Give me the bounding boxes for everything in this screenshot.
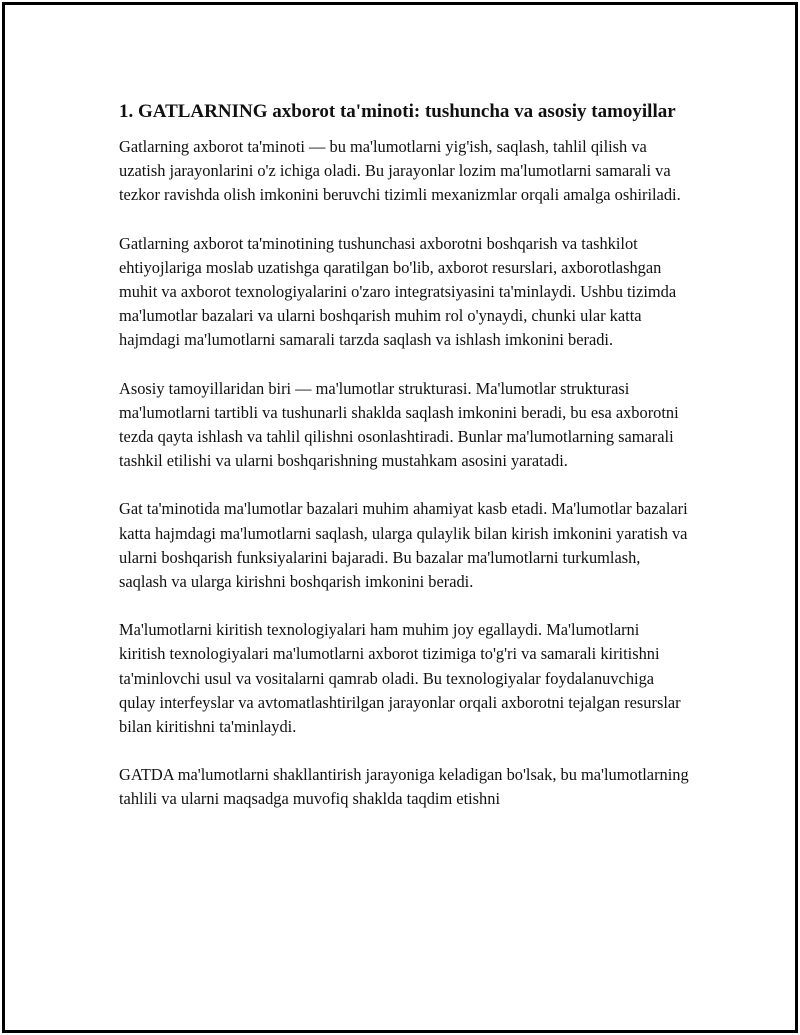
paragraph: GATDA ma'lumotlarni shakllantirish jarayoniga keladigan bo'lsak, bu ma'lumotlarning tahlili va ularni maqsadga muvofiq shaklda taqdim etishni <box>119 765 689 809</box>
paragraph: Ma'lumotlarni kiritish texnologiyalari ham muhim joy egallaydi. Ma'lumotlarni kiritish texnologiyalari ma'lumotlarni axborot tizimiga to'g'ri va samarali kiritishni ta'minlovchi usul va vositalarni qamrab oladi. Bu texnologiyalar foydalanuvchiga qulay interfeyslar va avtomatlashtirilgan jarayonlar orqali axborotni tejalgan resurslar bilan kiritishni ta'minlaydi. <box>119 620 681 737</box>
paragraph: Gat ta'minotida ma'lumotlar bazalari muhim ahamiyat kasb etadi. Ma'lumotlar bazalari katta hajmdagi ma'lumotlarni saqlash, ularga qulaylik bilan kirish imkonini yaratish va ularni boshqarish funksiyalarini bajaradi. Bu bazalar ma'lumotlarni turkumlash, saqlash va ularga kirishni boshqarish imkonini beradi. <box>119 499 688 592</box>
paragraph: Gatlarning axborot ta'minotining tushunchasi axborotni boshqarish va tashkilot ehtiyojlariga moslab uzatishga qaratilgan bo'lib, axborot resurslari, axborotlashgan muhit va axborot texnologiyalarini o'zaro integratsiyasini ta'minlaydi. Ushbu tizimda ma'lumotlar bazalari va ularni boshqarish muhim rol o'ynaydi, chunki ular katta hajmdagi ma'lumotlarni samarali tarzda saqlash va ishlash imkonini beradi. <box>119 233 677 350</box>
paragraph: Asosiy tamoyillaridan biri — ma'lumotlar strukturasi. Ma'lumotlar strukturasi ma'lumotlarni tartibli va tushunarli shaklda saqlash imkonini beradi, bu esa axborotni tezda qayta ishlash va tahlil qilishni osonlashtiradi. Bunlar ma'lumotlarning samarali tashkil etilishi va ularni boshqarishning mustahkam asosini yaratadi. <box>119 378 679 471</box>
section-title: 1. GATLARNING axborot ta'minoti: tushuncha va asosiy tamoyillar <box>119 101 676 122</box>
document-content <box>119 99 689 836</box>
document-page <box>2 2 798 1033</box>
paragraph: Gatlarning axborot ta'minoti — bu ma'lumotlarni yig'ish, saqlash, tahlil qilish va uzatish jarayonlarini o'z ichiga oladi. Bu jarayonlar lozim ma'lumotlarni samarali va tezkor ravishda olish imkonini beruvchi tizimli mexanizmlar orqali amalga oshiriladi. <box>119 137 681 205</box>
